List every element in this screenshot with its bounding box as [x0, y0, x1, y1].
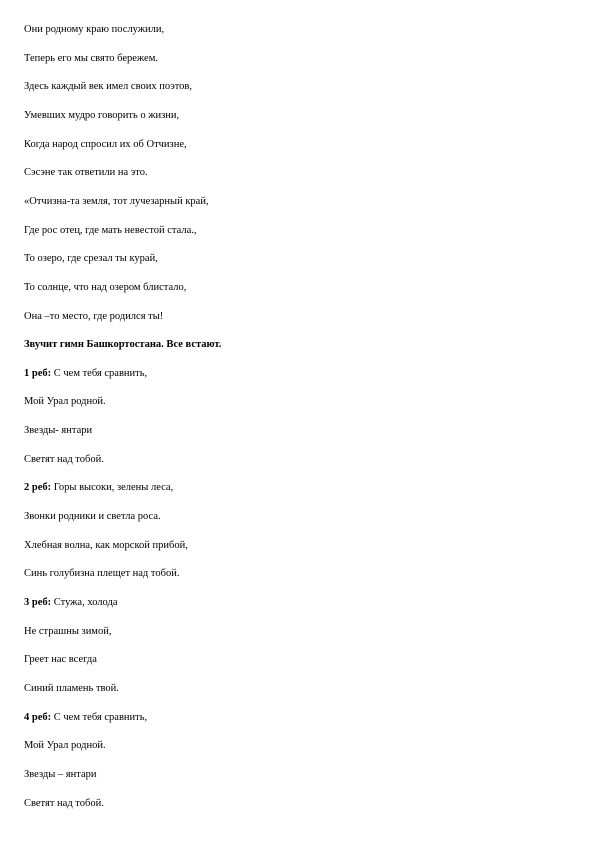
text-line	[24, 24, 164, 36]
text-line	[24, 740, 106, 752]
text-line	[24, 196, 209, 208]
speaker-label: 1 реб:	[24, 367, 52, 379]
line-text: Когда народ спросил их об Отчизне,	[24, 138, 187, 150]
text-line	[24, 311, 163, 323]
line-text: Хлебная волна, как морской прибой,	[24, 539, 188, 551]
line-text: Светят над тобой.	[24, 453, 104, 465]
text-line	[24, 53, 158, 65]
text-line	[24, 540, 188, 552]
text-line	[24, 282, 186, 294]
text-line	[24, 626, 111, 638]
text-line	[24, 253, 158, 265]
line-text: Теперь его мы свято бережем.	[24, 52, 158, 64]
line-text: Мой Урал родной.	[24, 396, 106, 408]
line-text: Где рос отец, где мать невестой стала.,	[24, 224, 197, 236]
line-text: Синий пламень твой.	[24, 682, 119, 694]
text-line	[24, 139, 187, 151]
text-line	[24, 396, 106, 408]
line-text: Горы высоки, зелены леса,	[51, 482, 174, 494]
line-text: Звонки родники и светла роса.	[24, 511, 161, 523]
speaker-label: 3 реб:	[24, 597, 52, 608]
line-text: «Отчизна-та земля, тот лучезарный край,	[24, 195, 209, 207]
text-line	[24, 769, 97, 781]
text-line	[24, 368, 147, 380]
line-text: Стужа, холода	[51, 597, 118, 608]
text-line	[24, 597, 118, 609]
text-line	[24, 167, 148, 179]
line-text: Здесь каждый век имел своих поэтов,	[24, 81, 192, 93]
line-text: Умевших мудро говорить о жизни,	[24, 109, 180, 121]
line-text: Греет нас всегда	[24, 654, 97, 666]
line-text: То солнце, что над озером блистало,	[24, 281, 187, 293]
stage-direction: Звучит гимн Башкортостана. Все встают.	[24, 339, 222, 351]
line-text: Светят над тобой.	[24, 797, 104, 809]
line-text: Они родному краю послужили,	[24, 24, 165, 35]
line-text: С чем тебя сравнить,	[51, 367, 148, 379]
text-line	[24, 110, 179, 122]
text-line	[24, 798, 104, 810]
text-line	[24, 511, 161, 523]
text-line	[24, 568, 179, 580]
text-line	[24, 425, 92, 437]
line-text: С чем тебя сравнить,	[51, 711, 148, 723]
line-text: Звезды- янтари	[24, 425, 93, 437]
text-line	[24, 225, 197, 237]
line-text: Сэсэне так ответили на это.	[24, 167, 148, 179]
text-line	[24, 712, 147, 724]
text-line	[24, 454, 104, 466]
line-text: Не страшны зимой,	[24, 625, 112, 637]
text-line	[24, 339, 221, 351]
line-text: Синь голубизна плещет над тобой.	[24, 568, 180, 580]
speaker-label: 2 реб:	[24, 482, 52, 494]
text-line	[24, 654, 97, 666]
line-text: Она –то место, где родился ты!	[24, 310, 164, 322]
line-text: Мой Урал родной.	[24, 740, 106, 752]
text-line	[24, 683, 119, 695]
speaker-label: 4 реб:	[24, 711, 52, 723]
text-line	[24, 81, 192, 93]
line-text: То озеро, где срезал ты курай,	[24, 253, 158, 265]
text-line	[24, 482, 173, 494]
line-text: Звезды – янтари	[24, 768, 97, 780]
